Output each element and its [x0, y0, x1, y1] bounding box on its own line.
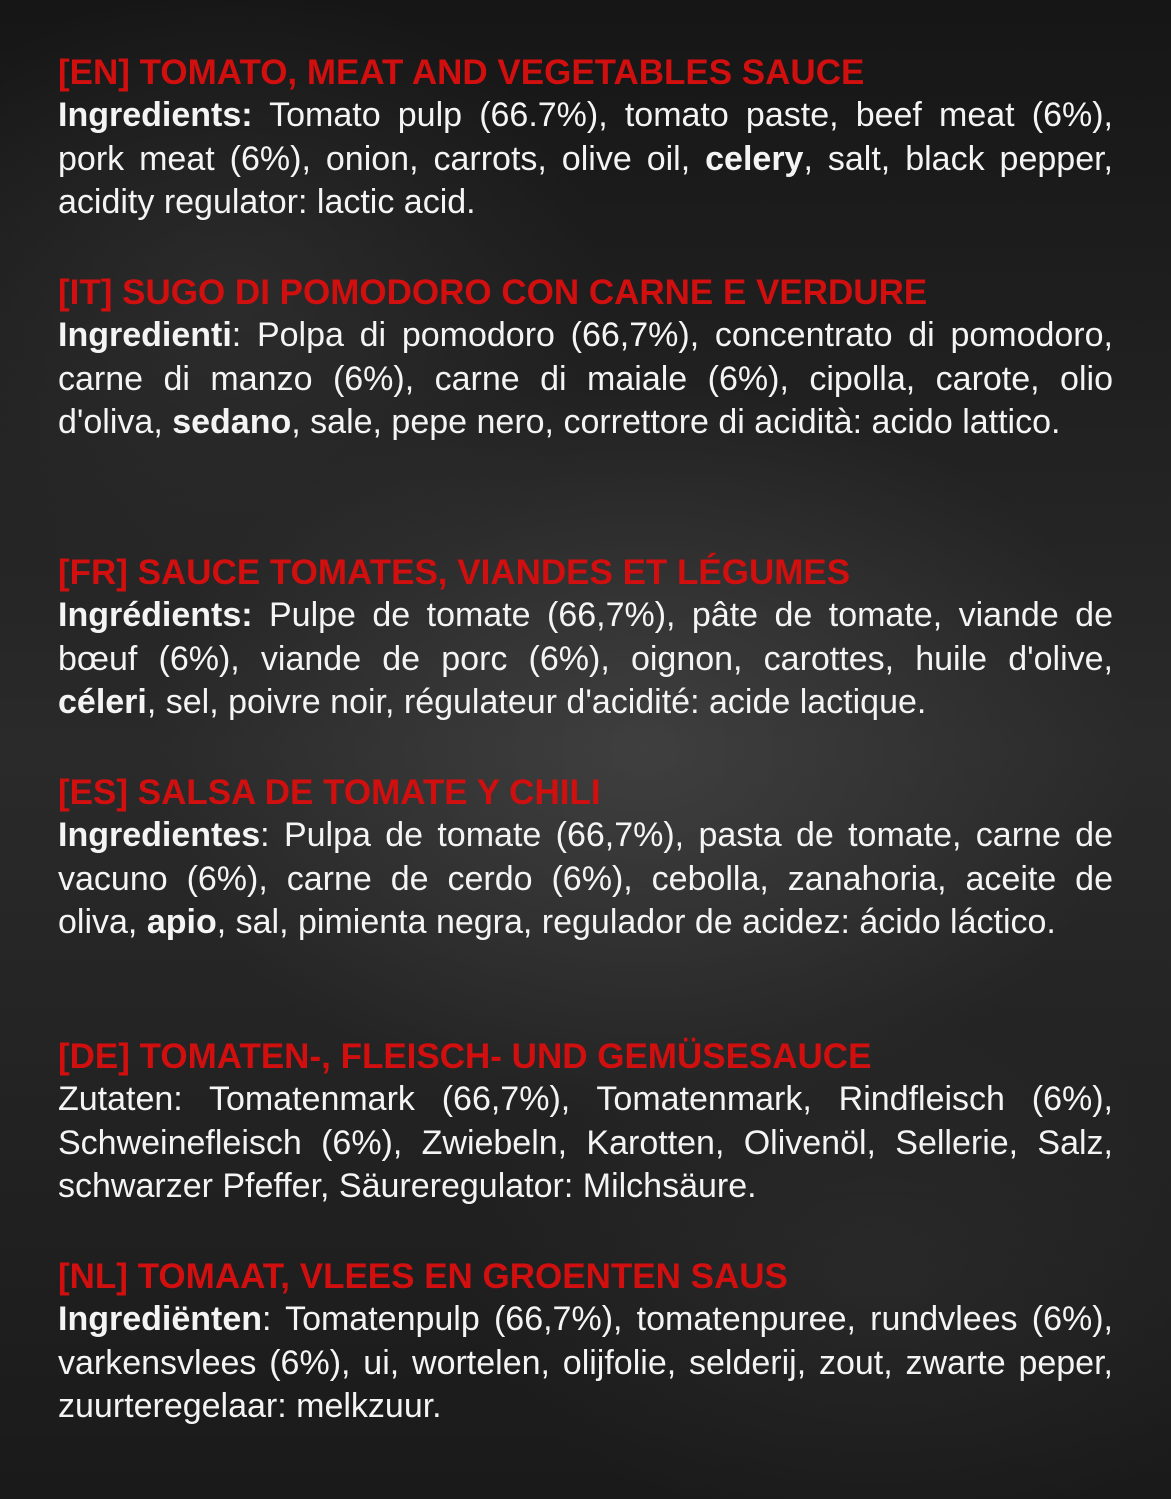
- ingredients-text-fr: Ingrédients: Pulpe de tomate (66,7%), pâte de tomate, viande de bœuf (6%), viande de porc (6%), oignon, carottes, huile d'olive, céleri, sel, poivre noir, régulateur d'acidité: acide lactique.: [58, 596, 1113, 721]
- section-heading-fr: [FR] SAUCE TOMATES, VIANDES ET LÉGUMES: [58, 553, 851, 592]
- allergen-en: celery: [705, 139, 804, 178]
- section-heading-it: [IT] SUGO DI POMODORO CON CARNE E VERDURE: [58, 273, 928, 312]
- ingredients-label-en: Ingredients:: [58, 96, 253, 134]
- allergen-es: apio: [146, 903, 217, 941]
- ingredients-label-fr: Ingrédients:: [58, 596, 253, 634]
- ingredients-label-es: Ingredientes: [58, 816, 261, 854]
- allergen-fr: céleri: [58, 683, 147, 721]
- section-es: [58, 771, 1113, 945]
- section-nl: [58, 1255, 1113, 1429]
- ingredients-text-nl: Ingrediënten: Tomatenpulp (66,7%), tomatenpuree, rundvlees (6%), varkensvlees (6%), ui, wortelen, olijfolie, selderij, zout, zwarte peper, zuurteregelaar: melkzuur.: [58, 1300, 1113, 1425]
- section-it: [58, 271, 1113, 445]
- section-heading-es: [ES] SALSA DE TOMATE Y CHILI: [58, 773, 601, 812]
- allergen-it: sedano: [172, 403, 292, 441]
- ingredients-label-it: Ingredienti: [58, 316, 232, 354]
- section-heading-de: [DE] TOMATEN-, FLEISCH- UND GEMÜSESAUCE: [58, 1037, 872, 1076]
- section-fr: [58, 551, 1113, 725]
- ingredients-text-es: Ingredientes: Pulpa de tomate (66,7%), pasta de tomate, carne de vacuno (6%), carne de cerdo (6%), cebolla, zanahoria, aceite de oliva, apio, sal, pimienta negra, regulador de acidez: ácido láctico.: [58, 816, 1113, 941]
- section-heading-en: [EN] TOMATO, MEAT AND VEGETABLES SAUCE: [58, 53, 865, 92]
- ingredients-text-de: Zutaten: Tomatenmark (66,7%), Tomatenmark, Rindfleisch (6%), Schweinefleisch (6%), Zwiebeln, Karotten, Olivenöl, Sellerie, Salz, schwarzer Pfeffer, Säureregulator: Milchsäure.: [58, 1080, 1113, 1205]
- ingredients-label-nl: Ingrediënten: [58, 1300, 263, 1338]
- ingredients-text-it: Ingredienti: Polpa di pomodoro (66,7%), concentrato di pomodoro, carne di manzo (6%), carne di maiale (6%), cipolla, carote, olio d'oliva, sedano, sale, pepe nero, correttore di acidità: acido lattico.: [58, 316, 1113, 441]
- section-de: [58, 1035, 1113, 1209]
- section-heading-nl: [NL] TOMAAT, VLEES EN GROENTEN SAUS: [58, 1257, 788, 1296]
- ingredients-text-en: Ingredients: Tomato pulp (66.7%), tomato paste, beef meat (6%), pork meat (6%), onion, carrots, olive oil, celery, salt, black pepper, acidity regulator: lactic acid.: [58, 96, 1113, 221]
- section-en: [58, 51, 1113, 225]
